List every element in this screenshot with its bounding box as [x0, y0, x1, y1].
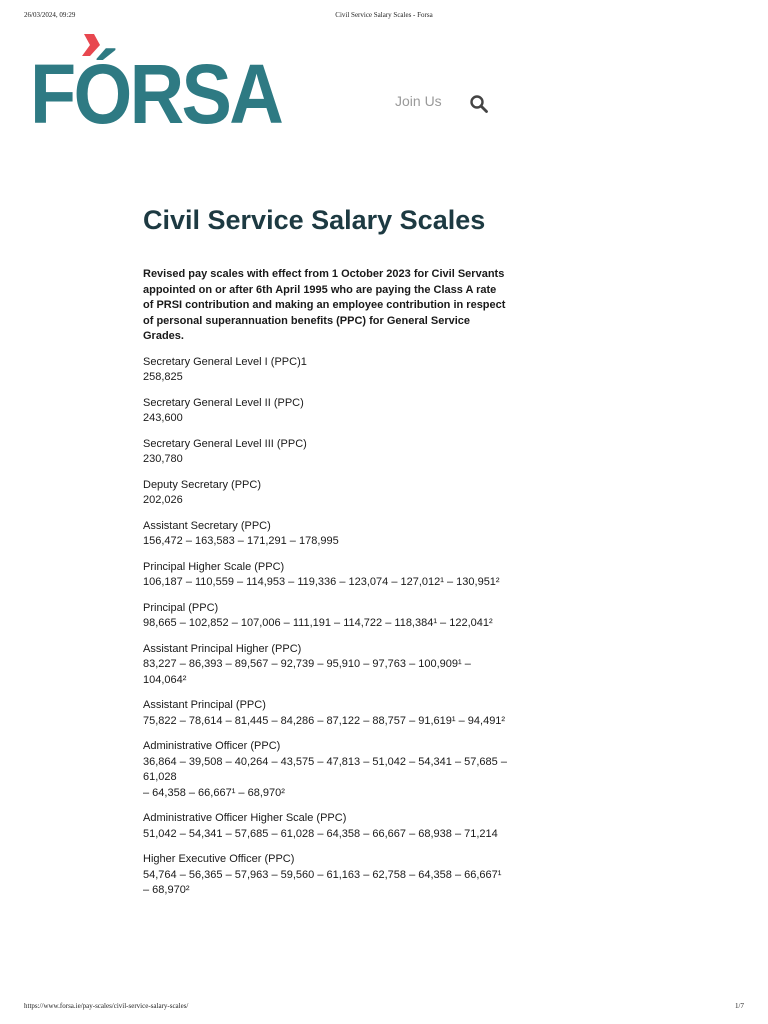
grade-name: Administrative Officer Higher Scale (PPC) — [143, 812, 347, 824]
grade-scale: 202,026 — [143, 494, 183, 506]
grade-item — [143, 355, 509, 386]
grade-scale: 243,600 — [143, 412, 183, 424]
grade-item — [143, 478, 509, 509]
grade-scale: 36,864 – 39,508 – 40,264 – 43,575 – 47,813 – 51,042 – 54,341 – 57,685 – 61,028 — [143, 755, 507, 783]
intro-text: Revised pay scales with effect from 1 October 2023 for Civil Servants appointed on or after 6th April 1995 who are paying the Class A rate of PRSI contribution and making an employee contribution in respect of personal superannuation benefits (PPC) for General Service Grades. — [143, 268, 506, 342]
grade-item — [143, 601, 509, 632]
grade-item — [143, 560, 509, 591]
print-header — [24, 11, 744, 23]
grade-scale: 98,665 – 102,852 – 107,006 – 111,191 – 114,722 – 118,384¹ – 122,041² — [143, 617, 493, 629]
print-footer — [24, 1002, 744, 1014]
grade-item — [143, 739, 509, 801]
grade-scale: 51,042 – 54,341 – 57,685 – 61,028 – 64,358 – 66,667 – 68,938 – 71,214 — [143, 827, 498, 840]
grade-scale: 230,780 — [143, 453, 183, 465]
grade-name: Higher Executive Officer (PPC) — [143, 853, 295, 865]
grade-name: Assistant Secretary (PPC) — [143, 519, 271, 532]
logo-wordmark: FÓRSA — [30, 47, 282, 141]
grade-scale: 54,764 – 56,365 – 57,963 – 59,560 – 61,163 – 62,758 – 64,358 – 66,667¹ – 68,970² — [143, 868, 502, 896]
grade-item — [143, 811, 509, 842]
grade-name: Assistant Principal Higher (PPC) — [143, 642, 302, 655]
join-us-link[interactable]: Join Us — [395, 93, 442, 109]
print-datetime: 26/03/2024, 09:29 — [24, 11, 76, 19]
print-url: https://www.forsa.ie/pay-scales/civil-service-salary-scales/ — [24, 1002, 189, 1010]
forsa-logo[interactable] — [30, 34, 282, 141]
grade-item — [143, 519, 509, 550]
grade-scale: 83,227 – 86,393 – 89,567 – 92,739 – 95,910 – 97,763 – 100,909¹ – 104,064² — [143, 658, 471, 686]
grade-name: Principal Higher Scale (PPC) — [143, 560, 285, 573]
grade-scale: 106,187 – 110,559 – 114,953 – 119,336 – 123,074 – 127,012¹ – 130,951² — [143, 576, 500, 588]
grade-scale: 156,472 – 163,583 – 171,291 – 178,995 — [143, 535, 339, 547]
grade-name: Secretary General Level I (PPC)1 — [143, 355, 307, 368]
grade-item — [143, 698, 509, 729]
main-content — [143, 202, 509, 909]
grade-name: Secretary General Level III (PPC) — [143, 437, 307, 450]
print-page-title: Civil Service Salary Scales - Forsa — [335, 11, 433, 19]
grade-scale: 75,822 – 78,614 – 81,445 – 84,286 – 87,122 – 88,757 – 91,619¹ – 94,491² — [143, 714, 506, 727]
grade-name: Deputy Secretary (PPC) — [143, 478, 261, 491]
grade-name: Administrative Officer (PPC) — [143, 740, 281, 752]
grade-scale-continued: – 64,358 – 66,667¹ – 68,970² — [143, 786, 285, 799]
grade-item — [143, 852, 509, 899]
grade-name: Secretary General Level II (PPC) — [143, 396, 304, 409]
grade-name: Principal (PPC) — [143, 601, 219, 614]
print-page-number: 1/7 — [735, 1002, 744, 1010]
grade-name: Assistant Principal (PPC) — [143, 699, 266, 711]
grade-scale: 258,825 — [143, 371, 183, 383]
grade-item — [143, 642, 509, 689]
grade-item — [143, 437, 509, 468]
page-title: Civil Service Salary Scales — [143, 205, 486, 235]
search-icon[interactable] — [469, 94, 489, 114]
grade-item — [143, 396, 509, 427]
